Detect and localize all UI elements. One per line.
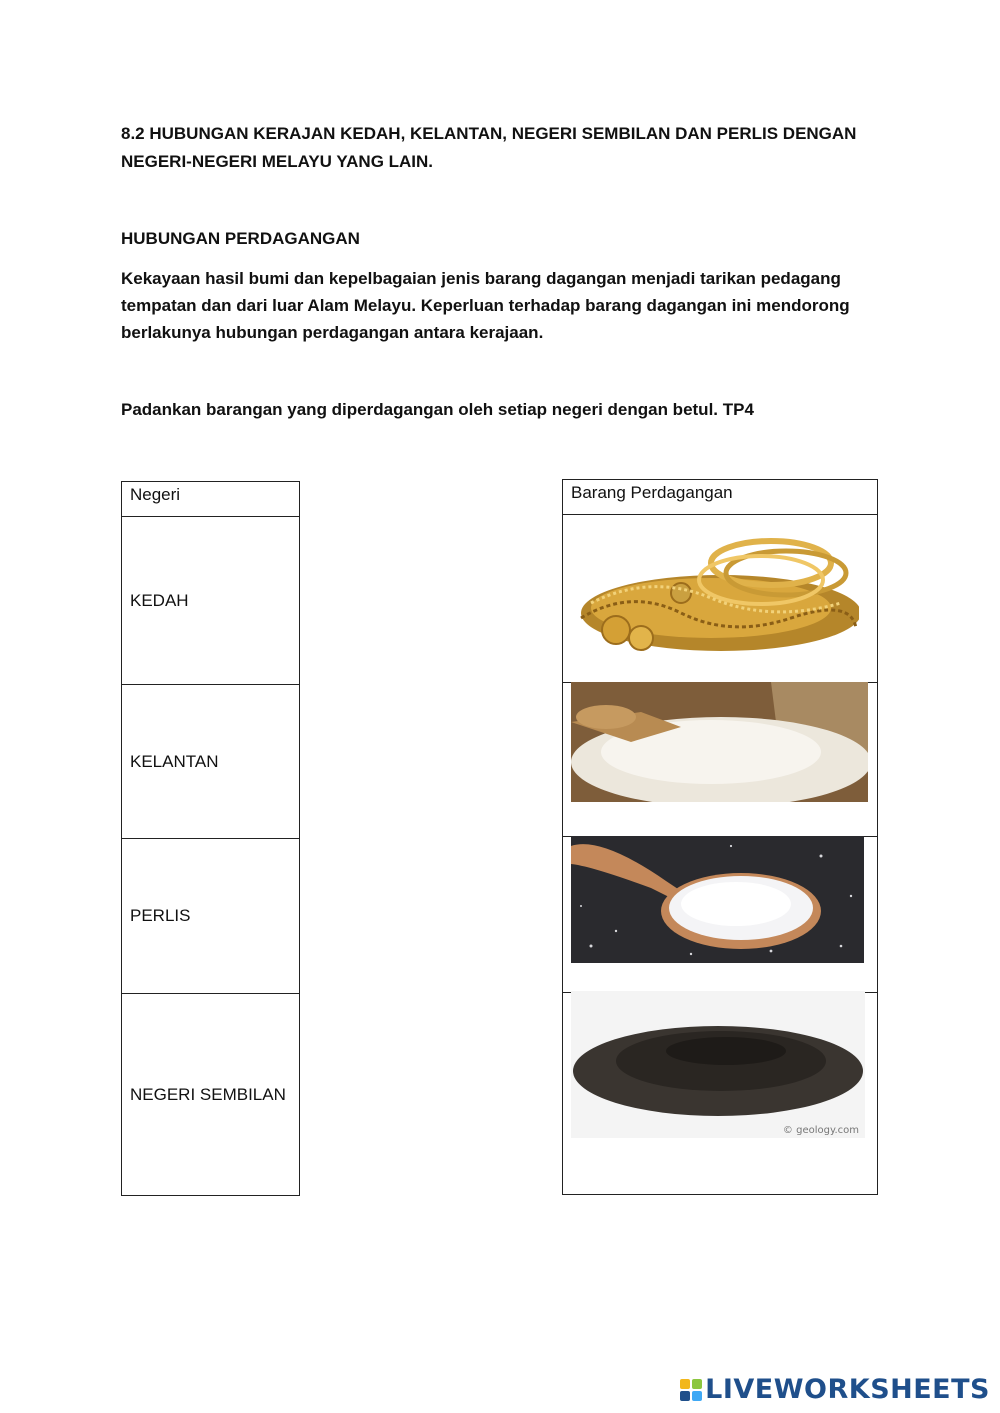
negeri-header: Negeri xyxy=(122,482,300,517)
tin-ore-sand-image[interactable] xyxy=(571,991,865,1138)
negeri-row-perlis[interactable]: PERLIS xyxy=(122,839,300,994)
rice-image[interactable] xyxy=(571,682,868,802)
liveworksheets-logo xyxy=(680,1374,990,1405)
gold-jewelry-image[interactable] xyxy=(571,518,859,653)
section-heading: 8.2 HUBUNGAN KERAJAN KEDAH, KELANTAN, NEGERI SEMBILAN DAN PERLIS DENGAN NEGERI-NEGERI MELAYU YANG LAIN. xyxy=(121,124,857,171)
brand-name: LIVEWORKSHEETS xyxy=(705,1374,990,1405)
image-watermark: © geology.com xyxy=(782,1125,859,1136)
barang-header: Barang Perdagangan xyxy=(563,480,878,515)
negeri-row-kelantan[interactable]: KELANTAN xyxy=(122,685,300,839)
intro-paragraph: Kekayaan hasil bumi dan kepelbagaian jenis barang dagangan menjadi tarikan pedagang tempatan dan dari luar Alam Melayu. Keperluan terhadap barang dagangan ini mendorong berlakunya hubungan perdagangan antara kerajaan. xyxy=(121,269,850,342)
negeri-table xyxy=(121,481,300,1196)
salt-image[interactable] xyxy=(571,836,864,963)
negeri-row-kedah[interactable]: KEDAH xyxy=(122,517,300,685)
logo-icon xyxy=(680,1379,702,1401)
subheading: HUBUNGAN PERDAGANGAN xyxy=(121,229,360,248)
negeri-row-negeri-sembilan[interactable]: NEGERI SEMBILAN xyxy=(122,994,300,1196)
instruction-text: Padankan barangan yang diperdagangan oleh setiap negeri dengan betul. TP4 xyxy=(121,400,754,419)
